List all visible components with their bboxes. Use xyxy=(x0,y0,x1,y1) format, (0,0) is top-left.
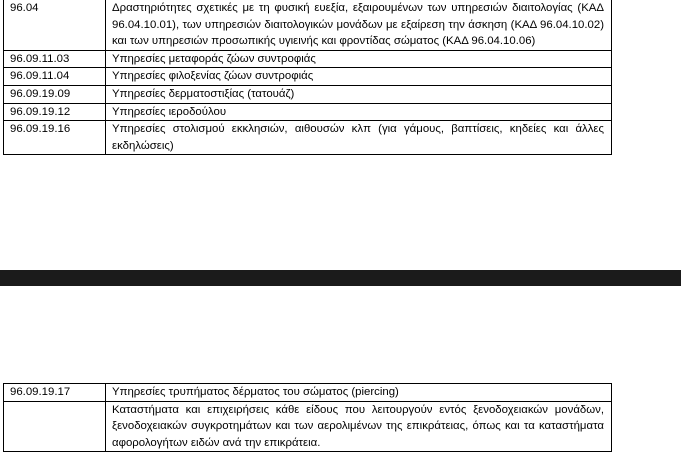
code-cell: 96.09.11.03 xyxy=(4,50,106,68)
table-row xyxy=(4,103,612,121)
page-break-bar xyxy=(0,270,681,286)
code-cell: 96.09.19.12 xyxy=(4,103,106,121)
description-cell: Υπηρεσίες φιλοξενίας ζώων συντροφιάς xyxy=(106,68,612,86)
kad-table-bottom xyxy=(3,383,612,452)
description-cell: Υπηρεσίες δερματοστιξίας (τατουάζ) xyxy=(106,85,612,103)
table-row xyxy=(4,121,612,155)
kad-table-top xyxy=(3,0,612,155)
description-cell: Υπηρεσίες στολισμού εκκλησιών, αιθουσών κλπ (για γάμους, βαπτίσεις, κηδείες και άλλες εκδηλώσεις) xyxy=(106,121,612,155)
code-cell: 96.04 xyxy=(4,0,106,50)
code-cell: 96.09.19.09 xyxy=(4,85,106,103)
table-row xyxy=(4,50,612,68)
code-cell: 96.09.11.04 xyxy=(4,68,106,86)
table-row xyxy=(4,68,612,86)
code-cell: 96.09.19.16 xyxy=(4,121,106,155)
table-row xyxy=(4,0,612,50)
description-cell: Καταστήματα και επιχειρήσεις κάθε είδους που λειτουργούν εντός ξενοδοχειακών μονάδων, ξενοδοχειακών συγκροτημάτων και των αερολιμένων της επικράτειας, όπως και τα καταστήματα αφορολογήτων ειδών ανά την επικράτεια. xyxy=(106,401,612,452)
code-cell: 96.09.19.17 xyxy=(4,384,106,402)
code-cell xyxy=(4,401,106,452)
description-cell: Υπηρεσίες μεταφοράς ζώων συντροφιάς xyxy=(106,50,612,68)
description-cell: Υπηρεσίες ιεροδούλου xyxy=(106,103,612,121)
description-cell: Δραστηριότητες σχετικές με τη φυσική ευεξία, εξαιρουμένων των υπηρεσιών διαιτολογίας (ΚΑΔ 96.04.10.01), των υπηρεσιών διαιτολογικών μονάδων με εξαίρεση την άσκηση (ΚΑΔ 96.04.10.02) και των υπηρεσιών προσωπικής υγιεινής και φροντίδας σώματος (ΚΑΔ 96.04.10.06) xyxy=(106,0,612,50)
table-row xyxy=(4,401,612,452)
table-row xyxy=(4,384,612,402)
description-cell: Υπηρεσίες τρυπήματος δέρματος του σώματος (piercing) xyxy=(106,384,612,402)
table-row xyxy=(4,85,612,103)
